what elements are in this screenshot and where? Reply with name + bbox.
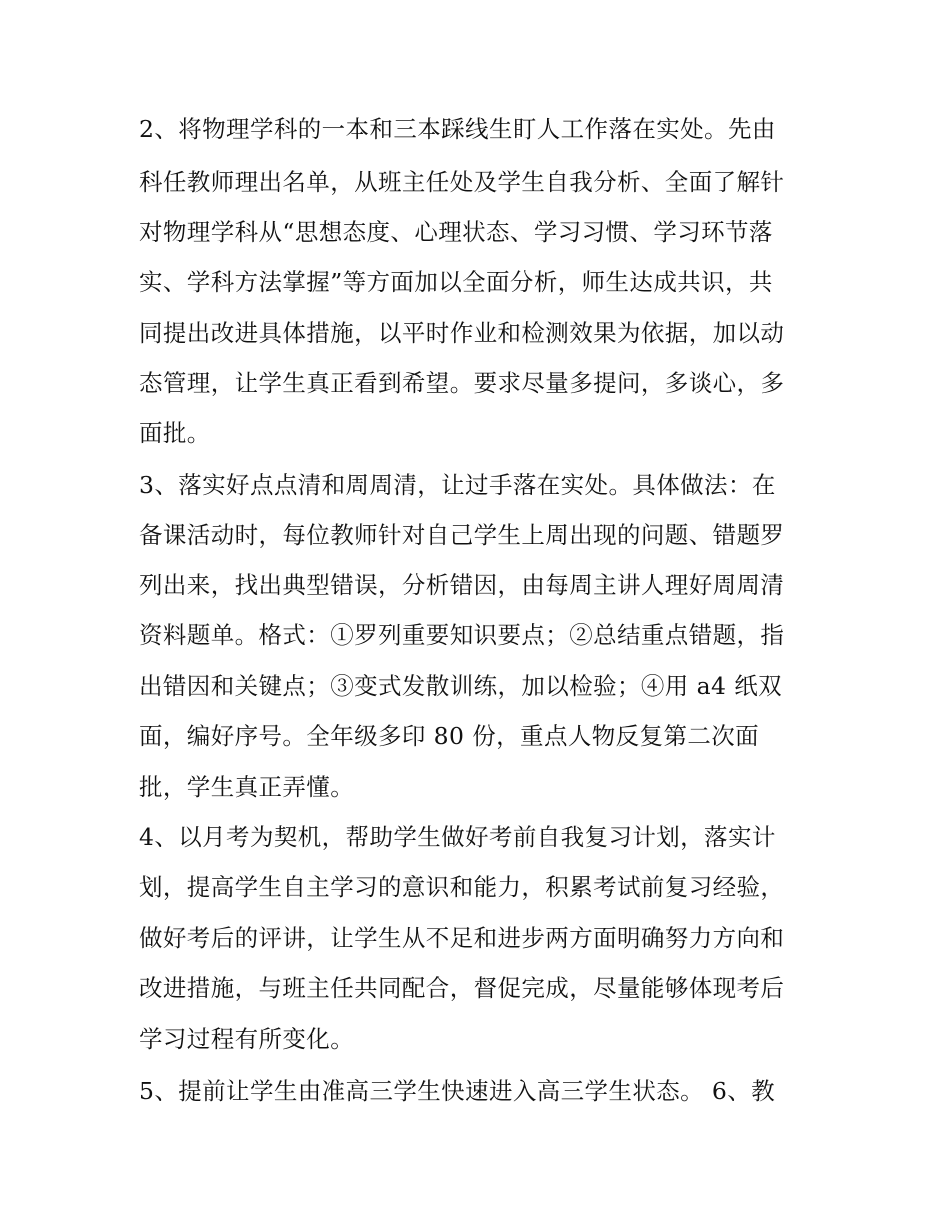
text-line: 备课活动时，每位教师针对自己学生上周出现的问题、错题罗	[139, 521, 785, 549]
text-line: 科任教师理出名单，从班主任处及学生自我分析、全面了解针	[139, 168, 785, 196]
text-line: 实、学科方法掌握”等方面加以全面分析，师生达成共识，共	[139, 268, 773, 296]
text-line: 对物理学科从“思想态度、心理状态、学习习惯、学习环节落	[139, 218, 773, 246]
text-line: 面批。	[139, 419, 211, 447]
text-line: 5、提前让学生由准高三学生快速进入高三学生状态。 6、教	[139, 1077, 776, 1105]
text-line: 出错因和关键点；③变式发散训练，加以检验；④用 a4 纸双	[139, 672, 783, 700]
text-line: 列出来，找出典型错误，分析错因，由每周主讲人理好周周清	[139, 571, 785, 599]
text-line: 做好考后的评讲，让学生从不足和进步两方面明确努力方向和	[139, 924, 785, 952]
text-line: 资料题单。格式：①罗列重要知识要点；②总结重点错题，指	[139, 621, 785, 649]
text-line: 学习过程有所变化。	[139, 1025, 355, 1053]
text-line: 面，编好序号。全年级多印 80 份，重点人物反复第二次面	[139, 722, 760, 750]
text-line: 划，提高学生自主学习的意识和能力，积累考试前复习经验，	[139, 873, 785, 901]
text-line: 2、将物理学科的一本和三本踩线生盯人工作落在实处。先由	[139, 115, 776, 143]
text-line: 改进措施，与班主任共同配合，督促完成，尽量能够体现考后	[139, 974, 785, 1002]
text-line: 批，学生真正弄懂。	[139, 773, 355, 801]
text-line: 3、落实好点点清和周周清，让过手落在实处。具体做法：在	[139, 471, 776, 499]
text-line: 4、以月考为契机，帮助学生做好考前自我复习计划，落实计	[139, 823, 776, 851]
text-line: 态管理，让学生真正看到希望。要求尽量多提问，多谈心，多	[139, 369, 785, 397]
text-line: 同提出改进具体措施，以平时作业和检测效果为依据，加以动	[139, 319, 785, 347]
